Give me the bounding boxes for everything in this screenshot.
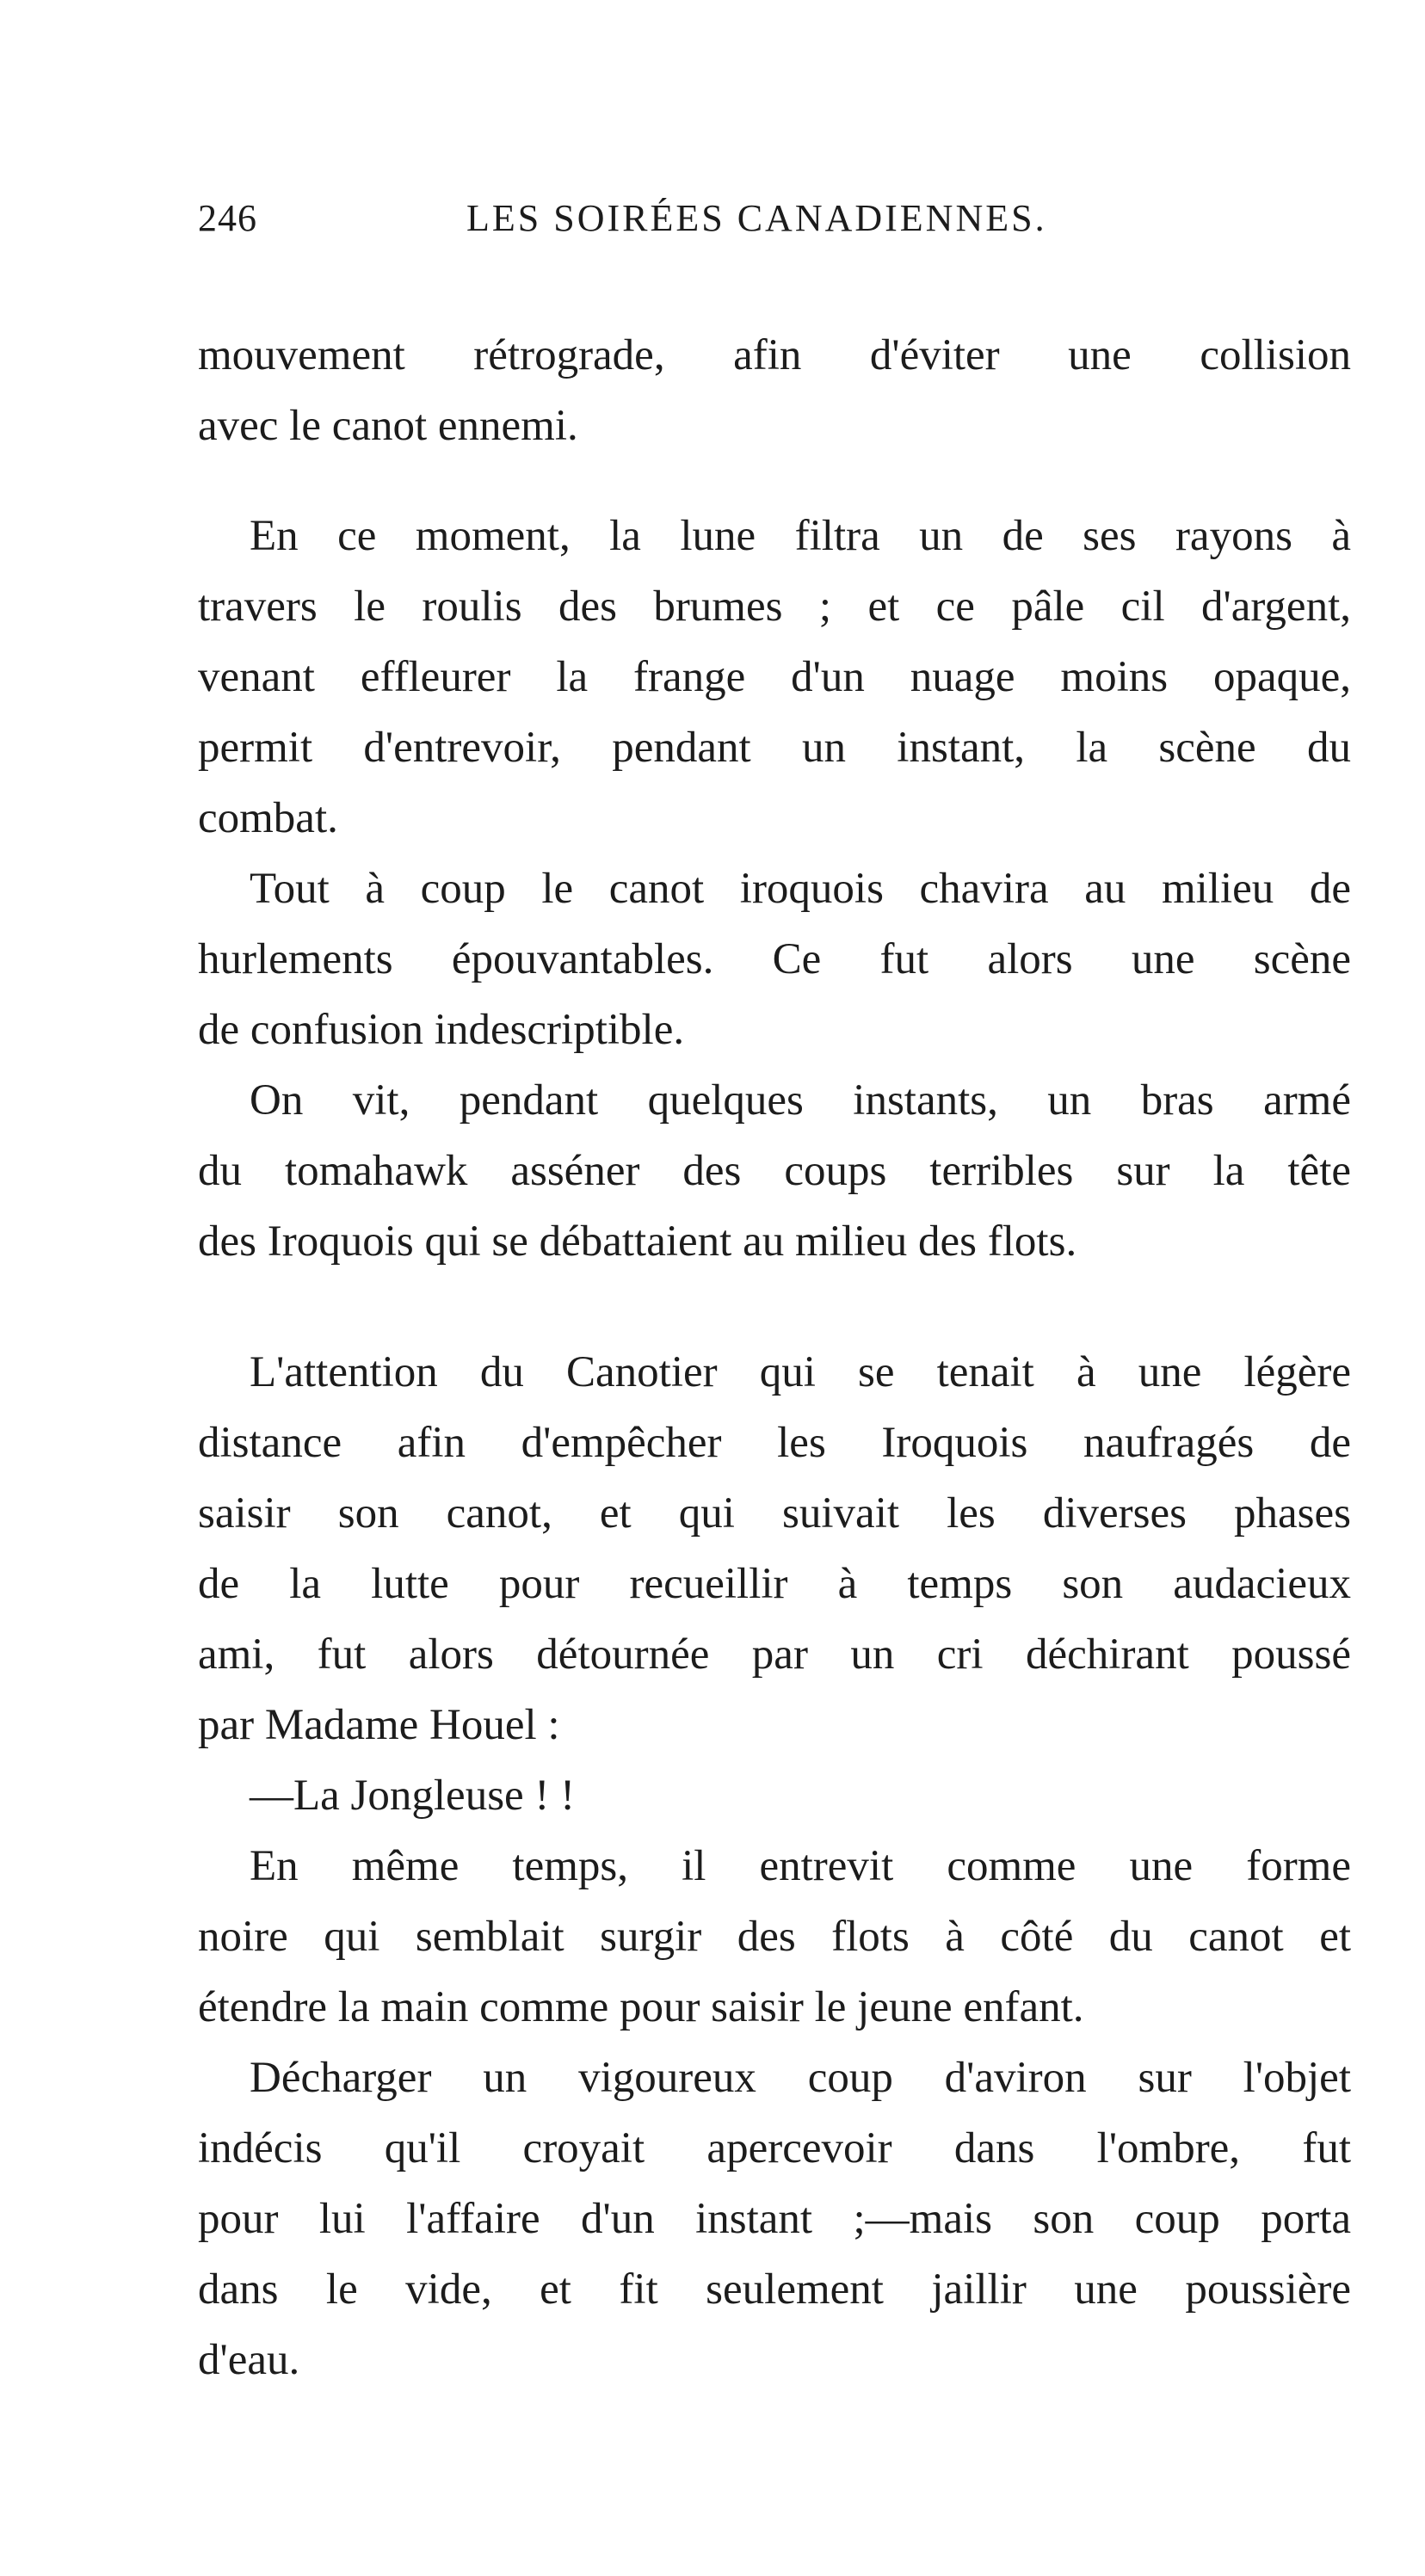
text-line: mouvement rétrograde, afin d'éviter une collision [198,331,1351,379]
text-line: combat. [198,794,338,842]
paragraph [198,1831,1351,2043]
text-line: de confusion indescriptible. [198,1006,685,1054]
text-line: On vit, pendant quelques instants, un bras armé [250,1076,1351,1125]
text-line: hurlements épouvantables. Ce fut alors une scène [198,935,1351,983]
text-line: travers le roulis des brumes ; et ce pâle cil d'argent, [198,582,1351,631]
text-line: avec le canot ennemi. [198,402,578,450]
text-line: pour lui l'affaire d'un instant ;—mais son coup porta [198,2195,1351,2243]
text-line: Tout à coup le canot iroquois chavira au milieu de [250,865,1351,913]
text-line: par Madame Houel : [198,1701,560,1749]
paragraph [198,1337,1351,1760]
text-line: —La Jongleuse ! ! [250,1772,576,1820]
text-line: indécis qu'il croyait apercevoir dans l'ombre, fut [198,2124,1351,2172]
text-line: Décharger un vigoureux coup d'aviron sur l'objet [250,2054,1351,2102]
text-line: étendre la main comme pour saisir le jeune enfant. [198,1983,1084,2031]
paragraph [198,854,1351,1065]
text-line: En même temps, il entrevit comme une forme [250,1842,1351,1890]
text-line: du tomahawk asséner des coups terribles sur la tête [198,1147,1351,1195]
paragraph [198,501,1351,854]
text-line: ami, fut alors détournée par un cri déchirant poussé [198,1630,1351,1679]
text-line: L'attention du Canotier qui se tenait à une légère [250,1348,1351,1396]
page-number: 246 [198,197,257,239]
text-line: des Iroquois qui se débattaient au milieu des flots. [198,1217,1077,1266]
running-head: LES SOIRÉES CANADIENNES. [466,197,1047,239]
text-line: permit d'entrevoir, pendant un instant, la scène du [198,724,1351,772]
text-line: d'eau. [198,2336,300,2384]
text-line: En ce moment, la lune filtra un de ses rayons à [250,512,1351,560]
page-header [198,196,1067,248]
text-line: de la lutte pour recueillir à temps son audacieux [198,1560,1351,1608]
text-line: noire qui semblait surgir des flots à côté du canot et [198,1913,1351,1961]
text-line: distance afin d'empêcher les Iroquois naufragés de [198,1419,1351,1467]
text-line: venant effleurer la frange d'un nuage moins opaque, [198,653,1351,701]
text-line: saisir son canot, et qui suivait les diverses phases [198,1489,1351,1538]
text-line: dans le vide, et fit seulement jaillir une poussière [198,2265,1351,2314]
paragraph [198,1760,1351,1831]
paragraph [198,320,1351,461]
paragraph [198,1065,1351,1277]
paragraph [198,2043,1351,2395]
